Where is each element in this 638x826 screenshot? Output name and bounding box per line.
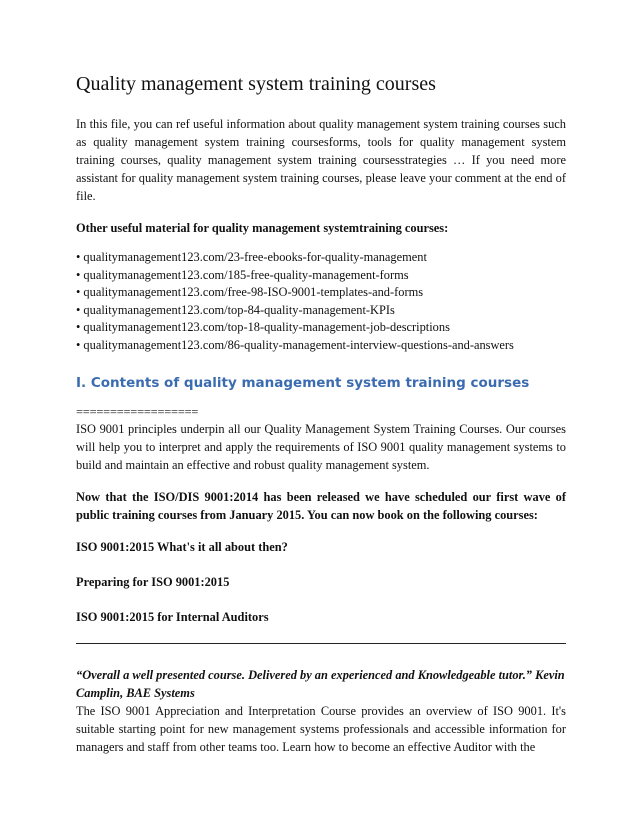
- separator-line: ==================: [76, 405, 199, 419]
- course-item: ISO 9001:2015 for Internal Auditors: [76, 610, 269, 624]
- contents-paragraph: ISO 9001 principles underpin all our Quality Management System Training Courses. Our courses will help you to interpret and apply the requirements of ISO 9001 quality management systems to build and maintain an effective and robust quality management system.: [76, 422, 566, 472]
- useful-links-list: [76, 249, 566, 354]
- course-item: Preparing for ISO 9001:2015: [76, 575, 230, 589]
- intro-paragraph: In this file, you can ref useful information about quality management system training courses such as quality management system training coursesforms, tools for quality management system training courses, quality management system training coursesstrategies … If you need more assistant for quality management system training courses, please leave your comment at the end of file.: [76, 117, 566, 203]
- useful-material-heading: Other useful material for quality management systemtraining courses:: [76, 221, 449, 235]
- testimonial-quote: “Overall a well presented course. Delivered by an experienced and Knowledgeable tutor.” Kevin Camplin, BAE Systems: [76, 668, 565, 700]
- document-page: [76, 72, 566, 756]
- list-item: • qualitymanagement123.com/86-quality-management-interview-questions-and-answers: [76, 337, 514, 352]
- list-item: • qualitymanagement123.com/23-free-ebooks-for-quality-management: [76, 250, 427, 264]
- list-item: • qualitymanagement123.com/top-18-quality-management-job-descriptions: [76, 320, 450, 334]
- list-item: • qualitymanagement123.com/185-free-quality-management-forms: [76, 267, 409, 282]
- course-item: ISO 9001:2015 What's it all about then?: [76, 540, 288, 554]
- horizontal-rule: [76, 643, 566, 644]
- appreciation-paragraph: The ISO 9001 Appreciation and Interpretation Course provides an overview of ISO 9001. It's suitable starting point for new management systems professionals and accessible information for managers and staff from other teams too. Learn how to become an effective Auditor with the: [76, 704, 566, 754]
- section-heading-contents: I. Contents of quality management system training courses: [76, 375, 530, 391]
- released-paragraph: Now that the ISO/DIS 9001:2014 has been released we have scheduled our first wave of public training courses from January 2015. You can now book on the following courses:: [76, 490, 566, 522]
- list-item: • qualitymanagement123.com/top-84-quality-management-KPIs: [76, 302, 395, 317]
- document-title: Quality management system training courses: [76, 73, 436, 95]
- list-item: • qualitymanagement123.com/free-98-ISO-9001-templates-and-forms: [76, 285, 424, 299]
